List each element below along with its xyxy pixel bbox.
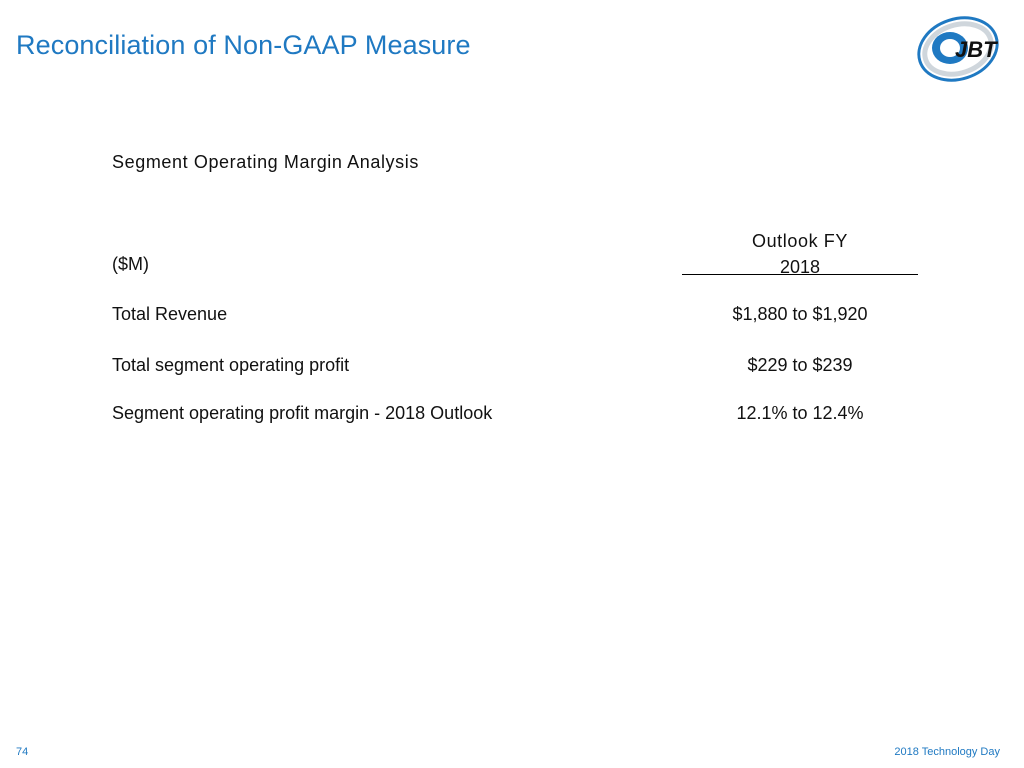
- row-label-segment-operating-profit: Total segment operating profit: [112, 355, 350, 375]
- row-value-total-revenue: $1,880 to $1,920: [732, 304, 868, 324]
- row-label-total-revenue: Total Revenue: [112, 304, 228, 324]
- slide-title: Reconciliation of Non-GAAP Measure: [16, 30, 471, 60]
- column-header-line1: Outlook FY: [751, 231, 849, 251]
- table-heading: Segment Operating Margin Analysis: [112, 152, 419, 172]
- page-number: 74: [16, 746, 29, 758]
- column-header-underline: [682, 274, 918, 275]
- footer-event: 2018 Technology Day: [894, 746, 1000, 758]
- row-label-operating-margin: Segment operating profit margin - 2018 Outlook: [112, 403, 493, 423]
- column-header-line2: 2018: [779, 257, 821, 277]
- svg-text:JBT: JBT: [955, 37, 997, 62]
- row-value-segment-operating-profit: $229 to $239: [747, 355, 853, 375]
- column-header: [682, 228, 918, 280]
- jbt-logo-icon: [910, 14, 1002, 84]
- row-value-operating-margin: 12.1% to 12.4%: [736, 403, 864, 423]
- unit-label: ($M): [112, 254, 149, 274]
